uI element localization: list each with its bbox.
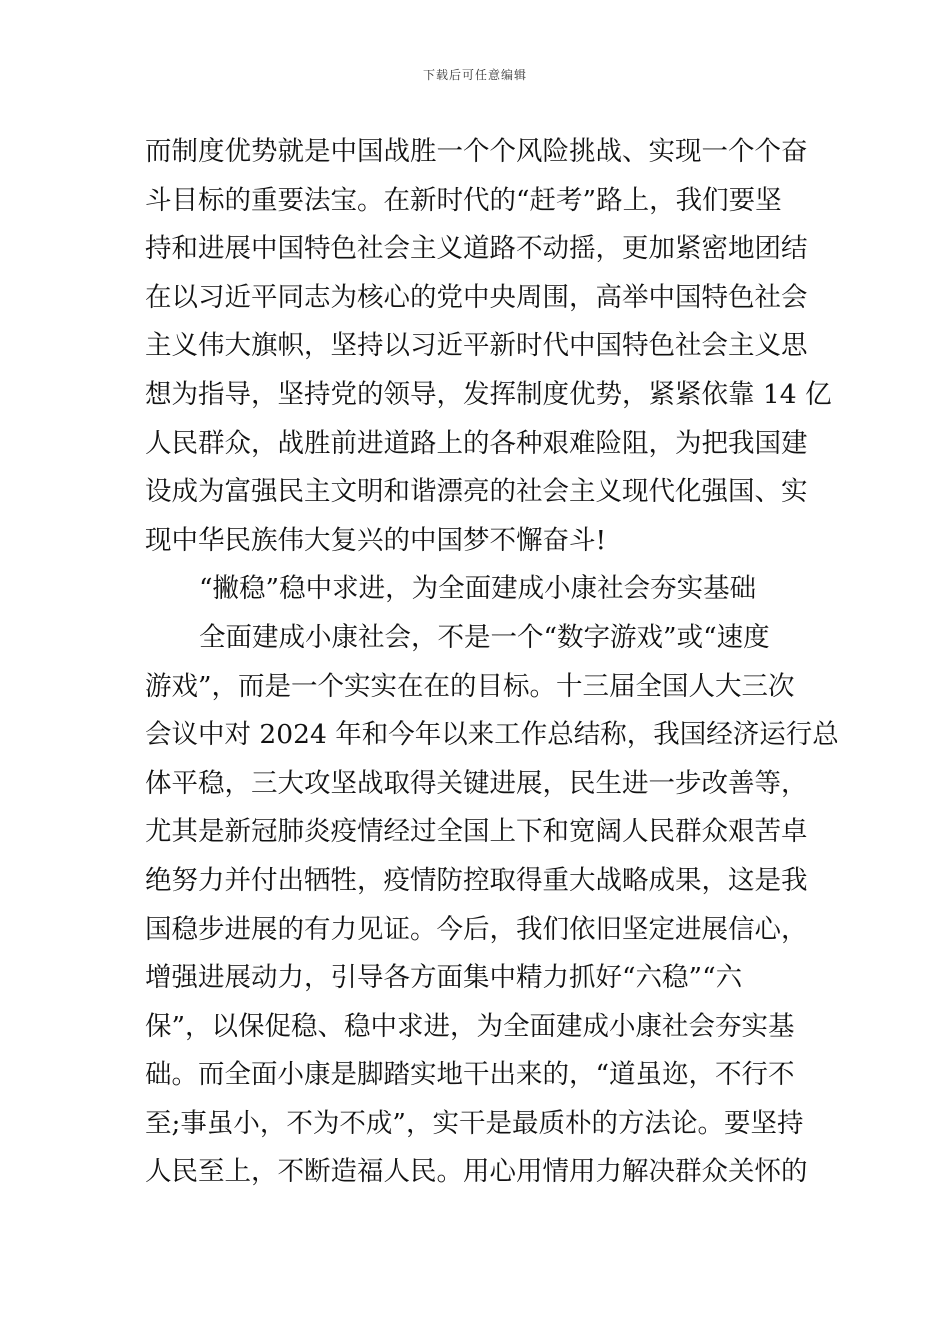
text-line: 主义伟大旗帜，坚持以习近平新时代中国特色社会主义思 [145,330,808,362]
text-line: 国稳步进展的有力见证。今后，我们依旧坚定进展信心， [145,913,808,945]
section-heading: “撇稳”稳中求进，为全面建成小康社会夯实基础 [199,573,757,605]
text-line: 人民至上，不断造福人民。用心用情用力解决群众关怀的 [145,1156,808,1188]
text-line: 会议中对 2024 年和今年以来工作总结称，我国经济运行总 [145,719,839,751]
text-line: 设成为富强民主文明和谐漂亮的社会主义现代化强国、实 [145,476,808,508]
text-line: 想为指导，坚持党的领导，发挥制度优势，紧紧依靠 14 亿 [145,378,832,410]
document-body [145,128,839,1197]
text-line: 在以习近平同志为核心的党中央周围，高举中国特色社会 [145,281,808,313]
text-line: 绝努力并付出牺牲，疫情防控取得重大战略成果，这是我 [145,864,808,896]
page-header-note: 下载后可任意编辑 [422,68,527,82]
text-line: 斗目标的重要法宝。在新时代的“赶考”路上，我们要坚 [145,184,782,216]
text-line: 而制度优势就是中国战胜一个个风险挑战、实现一个个奋 [145,136,808,167]
text-line: 增强进展动力，引导各方面集中精力抓好“六稳”“六 [145,962,743,994]
text-line: 体平稳，三大攻坚战取得关键进展，民生进一步改善等， [145,767,808,799]
text-line: 持和进展中国特色社会主义道路不动摇，更加紧密地团结 [145,233,808,265]
paragraph-first-line: 全面建成小康社会，不是一个“数字游戏”或“速度 [199,621,770,653]
text-line: 至;事虽小，不为不成”，实干是最质朴的方法论。要坚持 [145,1107,804,1139]
text-line: 保”，以保促稳、稳中求进，为全面建成小康社会夯实基 [145,1010,795,1042]
text-line: 础。而全面小康是脚踏实地干出来的，“道虽迩，不行不 [145,1059,795,1091]
text-line: 人民群众，战胜前进道路上的各种艰难险阻，为把我国建 [145,427,808,459]
text-line: 尤其是新冠肺炎疫情经过全国上下和宽阔人民群众艰苦卓 [145,816,808,848]
text-line: 现中华民族伟大复兴的中国梦不懈奋斗! [145,524,607,556]
text-line: 游戏”，而是一个实实在在的目标。十三届全国人大三次 [145,670,795,702]
